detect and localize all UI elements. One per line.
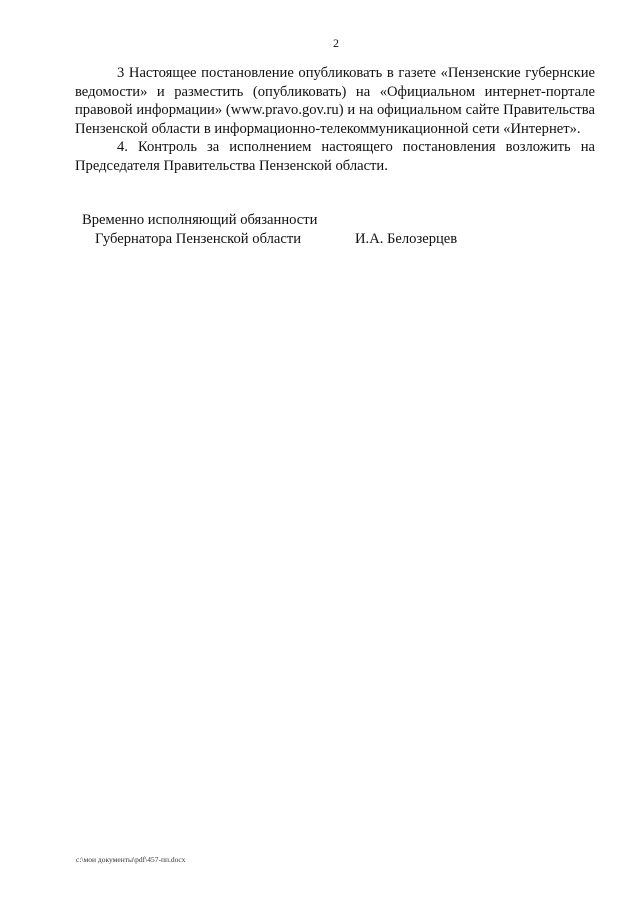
signatory-name: И.А. Белозерцев: [355, 231, 458, 247]
signatory-title-line-1: Временно исполняющий обязанности: [82, 212, 318, 228]
document-body: [75, 64, 595, 176]
footer-file-path: c:\мои документы\pdf\457-пп.docx: [76, 855, 186, 864]
paragraph-3-publication: 3 Настоящее постановление опубликовать в газете «Пензенские губернские ведомости» и разместить (опубликовать) на «Официальном интернет-портале правовой информации» (www.pravo.gov.ru) и на официальном сайте Правительства Пензенской области в информационно-телекоммуникационной сети «Интернет».: [75, 65, 595, 137]
signatory-title-line-2: Губернатора Пензенской области: [95, 231, 302, 247]
paragraph-4-control: 4. Контроль за исполнением настоящего постановления возложить на Председателя Правительства Пензенской области.: [75, 139, 595, 174]
page-number: 2: [333, 36, 339, 50]
